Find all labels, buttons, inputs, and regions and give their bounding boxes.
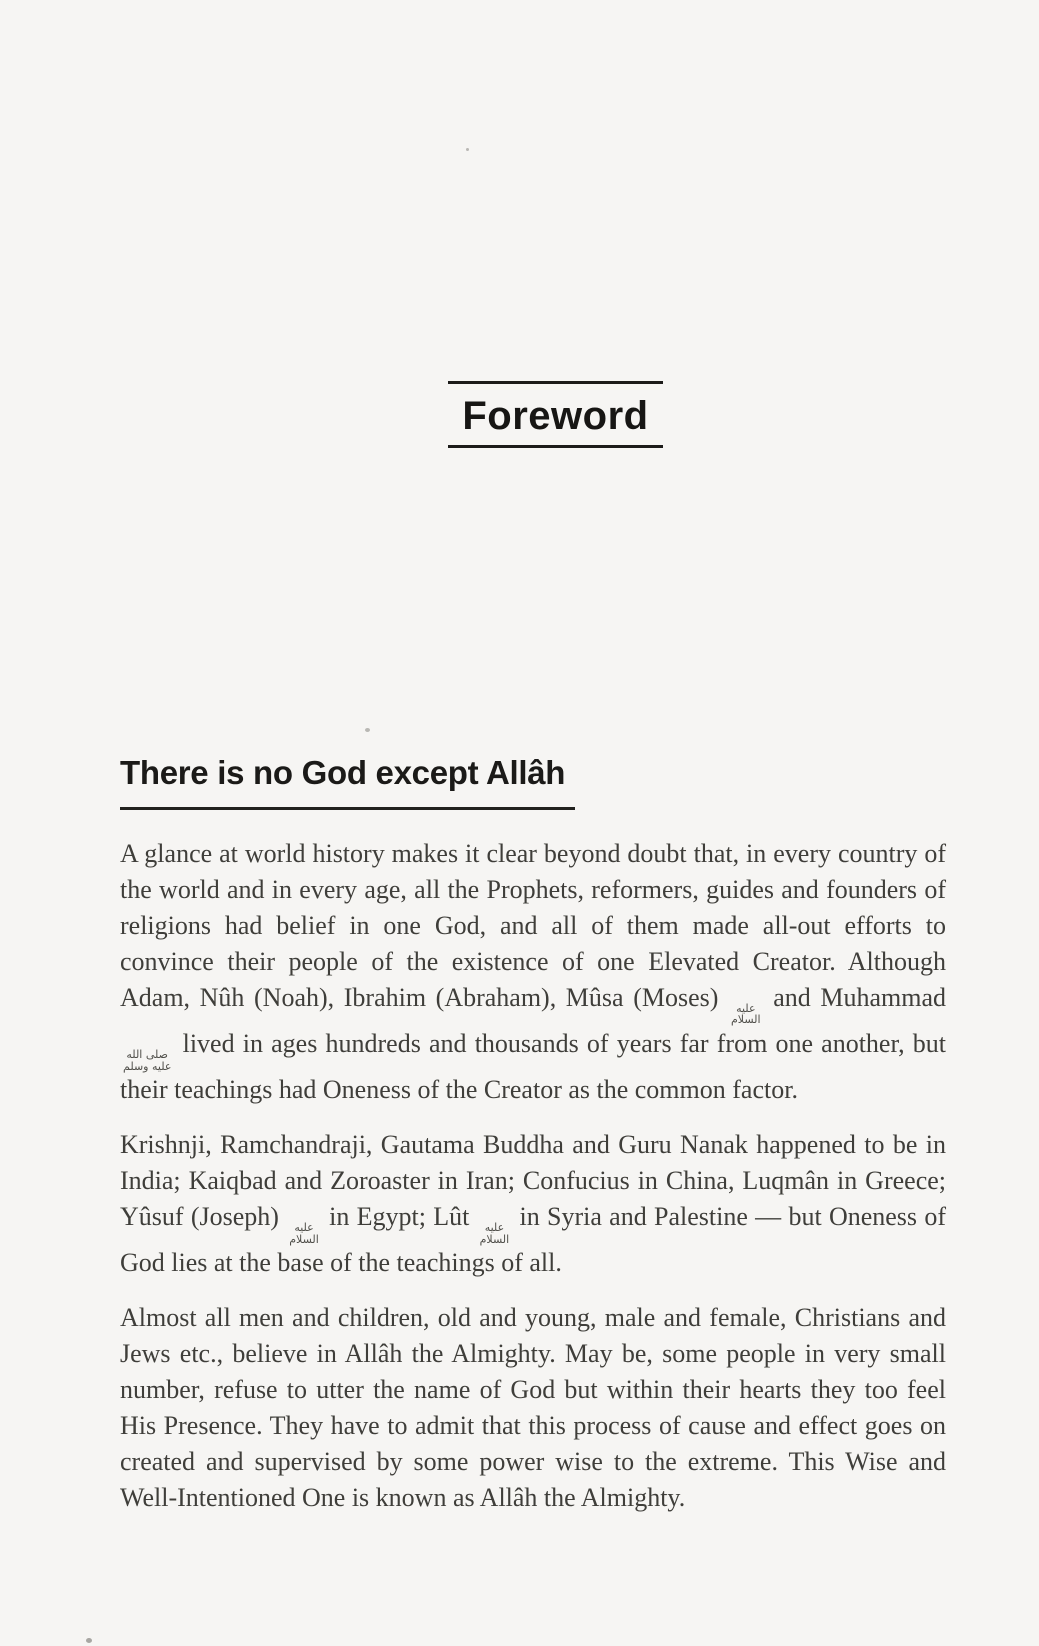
scan-speck (365, 728, 370, 732)
scan-speck (86, 1638, 92, 1643)
alayhis-salam-calligraphy-icon: عليه السلام (289, 1221, 319, 1246)
paragraph: A glance at world history makes it clear beyond doubt that, in every country of the world and in every age, all the Prophets, reformers, guides and founders of religions had belief in one God, and all of them made all-out efforts to convince their people of the existence of one Elevated Creator. Although Adam, Nûh (Noah), Ibrahim (Abraham), Mûsa (Moses) عليه السلام and Muhammad صلى الله عليه وسلم lived in ages hundreds and thousands of years far from one another, but their teachings had Oneness of the Creator as the common factor. (120, 838, 946, 1105)
alayhis-salam-calligraphy-icon: عليه السلام (479, 1221, 510, 1246)
paragraph: Krishnji, Ramchandraji, Gautama Buddha and Guru Nanak happened to be in India; Kaiqbad and Zoroaster in Iran; Confucius in China, Luqmân in Greece; Yûsuf (Joseph) عليه السلام in Egypt; Lût عليه السلام in Syria and Palestine — but Oneness of God lies at the base of the teachings of all. (120, 1130, 946, 1278)
chapter-title: Foreword (448, 381, 662, 448)
chapter-title-block (0, 381, 1039, 448)
scan-speck (466, 148, 469, 151)
body-text (120, 836, 946, 1516)
sallallahu-alayhi-wasallam-calligraphy-icon: صلى الله عليه وسلم (123, 1047, 172, 1073)
paragraph: Almost all men and children, old and young, male and female, Christians and Jews etc., believe in Allâh the Almighty. May be, some people in very small number, refuse to utter the name of God but within their hearts they too feel His Presence. They have to admit that this process of cause and effect goes on created and supervised by some power wise to the extreme. This Wise and Well-Intentioned One is known as Allâh the Almighty. (120, 1303, 946, 1513)
section-heading: There is no God except Allâh (120, 752, 575, 810)
content-column (120, 752, 946, 1516)
alayhis-salam-calligraphy-icon: عليه السلام (731, 1001, 761, 1027)
